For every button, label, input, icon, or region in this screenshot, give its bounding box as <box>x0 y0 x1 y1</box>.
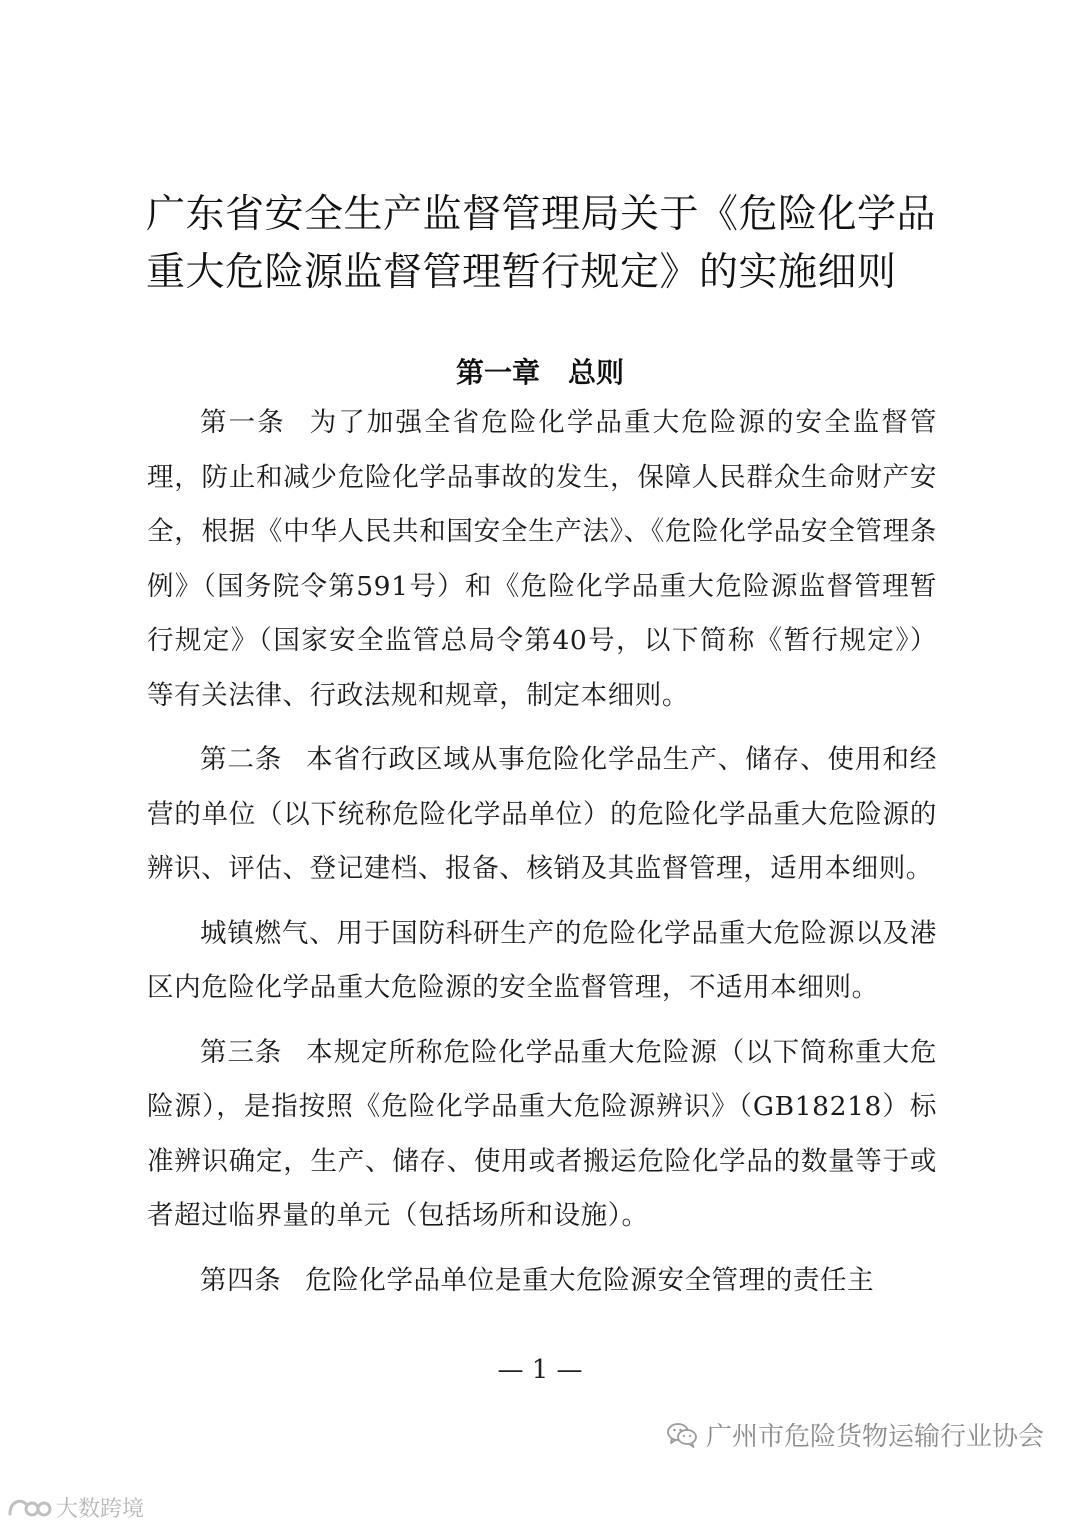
article-2-paragraph <box>147 733 937 897</box>
article-4-number: 第四条 <box>200 1264 282 1296</box>
chapter-heading: 第一章 总则 <box>455 356 624 389</box>
article-3-number: 第三条 <box>200 1036 283 1068</box>
article-2-continuation-paragraph <box>147 907 937 1016</box>
article-4-text: 危险化学品单位是重大危险源安全管理的责任主 <box>305 1264 875 1296</box>
brand-logo-icon <box>6 1494 52 1522</box>
article-2-continuation-text: 城镇燃气、用于国防科研生产的危险化学品重大危险源以及港区内危险化学品重大危险源的安全监督管理，不适用本细则。 <box>147 917 937 1003</box>
article-3-paragraph <box>147 1026 937 1244</box>
document-title-line-1: 广东省安全生产监督管理局关于《危险化学品 <box>146 192 937 237</box>
article-2-number: 第二条 <box>200 744 283 775</box>
document-title <box>146 186 946 302</box>
article-2-text: 本省行政区域从事危险化学品生产、储存、使用和经营的单位（以下统称危险化学品单位）的危险化学品重大危险源的辨识、评估、登记建档、报备、核销及其监督管理，适用本细则。 <box>147 744 937 884</box>
brand-watermark-text: 大数跨境 <box>56 1497 145 1522</box>
article-1-paragraph <box>147 396 937 723</box>
article-3-text: 本规定所称危险化学品重大危险源（以下简称重大危险源），是指按照《危险化学品重大危险源辨识》（GB18218）标准辨识确定，生产、储存、使用或者搬运危险化学品的数量等于或者超过临界量的单元（包括场所和设施）。 <box>147 1036 937 1231</box>
wechat-icon <box>666 1421 698 1449</box>
article-1-number: 第一条 <box>200 407 286 438</box>
page-number: — 1 — <box>497 1355 583 1385</box>
wechat-watermark <box>666 1416 1044 1453</box>
article-1-text: 为了加强全省危险化学品重大危险源的安全监督管理，防止和减少危险化学品事故的发生，保障人民群众生命财产安全，根据《中华人民共和国安全生产法》、《危险化学品安全管理条例》（国务院令第591号）和《危险化学品重大危险源监督管理暂行规定》（国家安全监管总局令第40号，以下简称《暂行规定》）等有关法律、行政法规和规章，制定本细则。 <box>147 407 937 711</box>
wechat-watermark-text: 广州市危险货物运输行业协会 <box>705 1422 1044 1452</box>
article-4-paragraph <box>147 1254 937 1309</box>
brand-watermark <box>6 1492 144 1523</box>
document-title-line-2: 重大危险源监督管理暂行规定》的实施细则 <box>146 250 897 295</box>
document-body <box>147 396 937 1318</box>
